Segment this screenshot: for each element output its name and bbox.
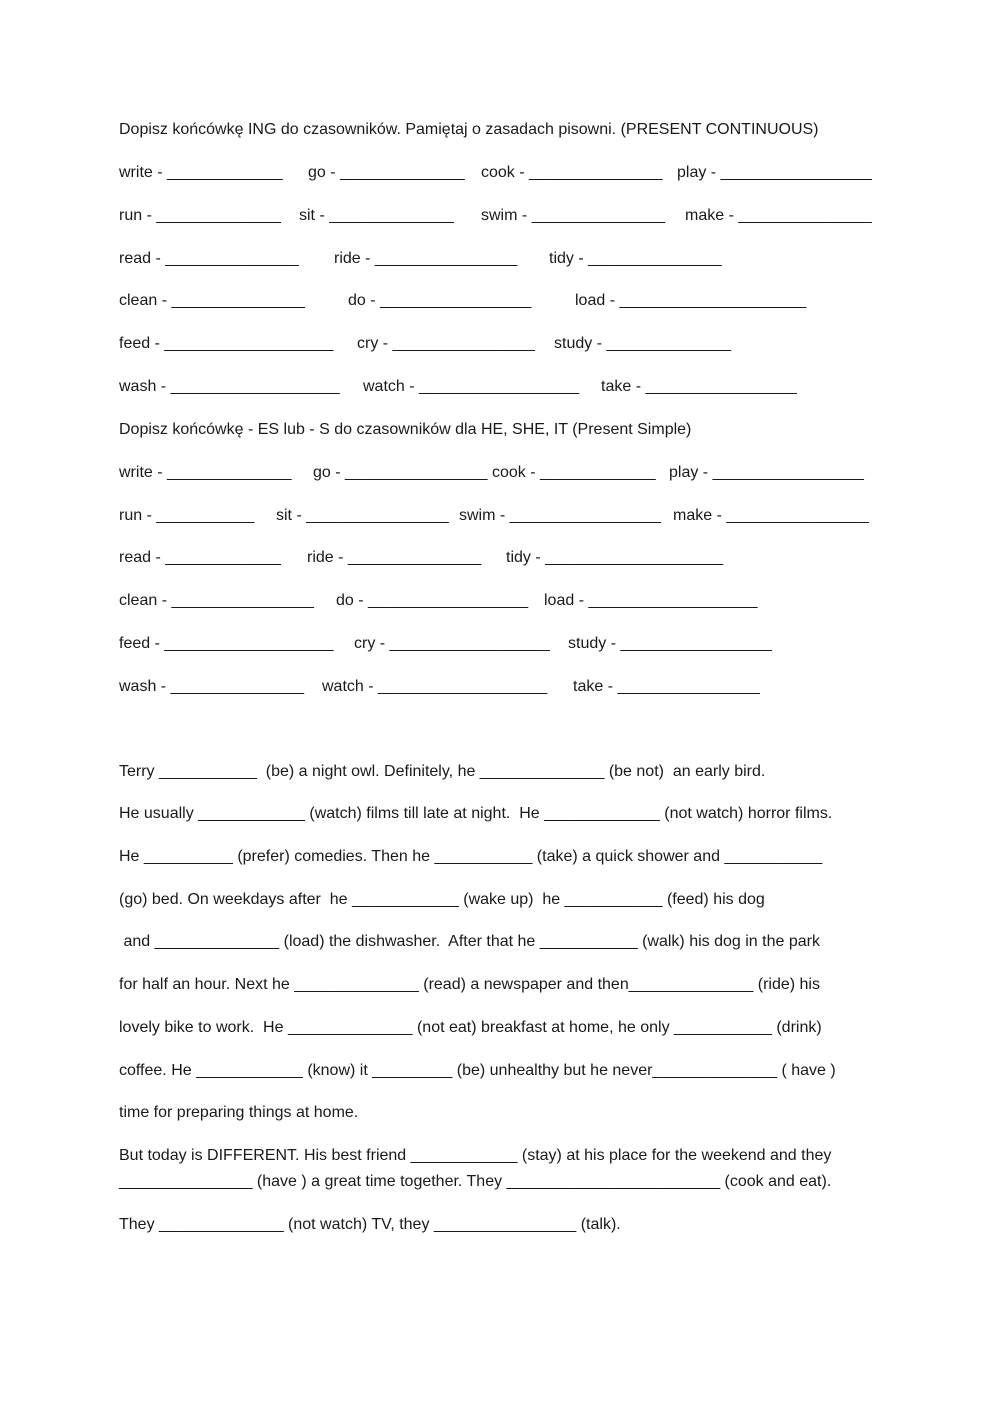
exercise-item[interactable]: swim - _________________	[459, 507, 661, 524]
exercise-item[interactable]: clean - _______________	[119, 292, 305, 309]
exercise-item[interactable]: tidy - ____________________	[506, 549, 724, 566]
exercise-item[interactable]: read - _____________	[119, 549, 281, 566]
exercise-item[interactable]: read - _______________	[119, 250, 299, 267]
text-line[interactable]: lovely bike to work. He ______________ (not eat) breakfast at home, he only ___________ (drink)	[119, 1019, 822, 1036]
exercise-item[interactable]: watch - __________________	[363, 378, 580, 395]
text-line[interactable]: Terry ___________ (be) a night owl. Definitely, he ______________ (be not) an early bird.	[119, 763, 766, 780]
text-line[interactable]: But today is DIFFERENT. His best friend ____________ (stay) at his place for the weekend and they	[119, 1147, 832, 1164]
exercise-item[interactable]: swim - _______________	[481, 207, 666, 224]
exercise-item[interactable]: cry - __________________	[354, 635, 550, 652]
exercise-item[interactable]: clean - ________________	[119, 592, 314, 609]
exercise-item[interactable]: do - __________________	[336, 592, 529, 609]
exercise-item[interactable]: load - ___________________	[544, 592, 758, 609]
exercise-item[interactable]: go - ________________	[313, 464, 488, 481]
text-line[interactable]: _______________ (have ) a great time together. They ________________________ (cook and eat).	[119, 1173, 832, 1190]
text-line[interactable]: coffee. He ____________ (know) it _________ (be) unhealthy but he never______________ ( have )	[119, 1062, 836, 1079]
text-line[interactable]: He usually ____________ (watch) films till late at night. He _____________ (not watch) horror films.	[119, 805, 833, 822]
exercise-item[interactable]: take - _________________	[601, 378, 797, 395]
exercise-item[interactable]: make - _______________	[685, 207, 872, 224]
section1-instruction: Dopisz końcówkę ING do czasowników. Pamiętaj o zasadach pisowni. (PRESENT CONTINUOUS)	[119, 121, 819, 138]
exercise-item[interactable]: feed - ___________________	[119, 635, 334, 652]
text-line[interactable]: for half an hour. Next he ______________ (read) a newspaper and then______________ (ride) his	[119, 976, 820, 993]
exercise-item[interactable]: ride - ________________	[334, 250, 518, 267]
exercise-item[interactable]: write - ______________	[119, 464, 292, 481]
exercise-item[interactable]: load - _____________________	[575, 292, 807, 309]
exercise-item[interactable]: play - _________________	[669, 464, 864, 481]
exercise-item[interactable]: sit - ________________	[276, 507, 449, 524]
exercise-item[interactable]: study - ______________	[554, 335, 732, 352]
text-line: time for preparing things at home.	[119, 1104, 359, 1121]
exercise-item[interactable]: sit - ______________	[299, 207, 454, 224]
exercise-item[interactable]: run - ___________	[119, 507, 255, 524]
exercise-item[interactable]: go - ______________	[308, 164, 465, 181]
text-line[interactable]: (go) bed. On weekdays after he ____________ (wake up) he ___________ (feed) his dog	[119, 891, 765, 908]
exercise-item[interactable]: do - _________________	[348, 292, 532, 309]
exercise-item[interactable]: wash - _______________	[119, 678, 305, 695]
exercise-item[interactable]: cook - _______________	[481, 164, 663, 181]
exercise-item[interactable]: take - ________________	[573, 678, 760, 695]
exercise-item[interactable]: run - ______________	[119, 207, 281, 224]
text-line[interactable]: He __________ (prefer) comedies. Then he ___________ (take) a quick shower and ___________	[119, 848, 823, 865]
exercise-item[interactable]: cook - _____________	[492, 464, 656, 481]
exercise-item[interactable]: cry - ________________	[357, 335, 535, 352]
exercise-item[interactable]: tidy - _______________	[549, 250, 722, 267]
text-line[interactable]: and ______________ (load) the dishwasher. After that he ___________ (walk) his dog in the park	[119, 933, 820, 950]
section2-instruction: Dopisz końcówkę - ES lub - S do czasowników dla HE, SHE, IT (Present Simple)	[119, 421, 692, 438]
exercise-item[interactable]: feed - ___________________	[119, 335, 334, 352]
exercise-item[interactable]: ride - _______________	[307, 549, 482, 566]
exercise-item[interactable]: watch - ___________________	[322, 678, 548, 695]
text-line[interactable]: They ______________ (not watch) TV, they ________________ (talk).	[119, 1216, 621, 1233]
exercise-item[interactable]: wash - ___________________	[119, 378, 340, 395]
exercise-item[interactable]: make - ________________	[673, 507, 869, 524]
exercise-item[interactable]: write - _____________	[119, 164, 283, 181]
exercise-item[interactable]: play - _________________	[677, 164, 872, 181]
exercise-item[interactable]: study - _________________	[568, 635, 772, 652]
